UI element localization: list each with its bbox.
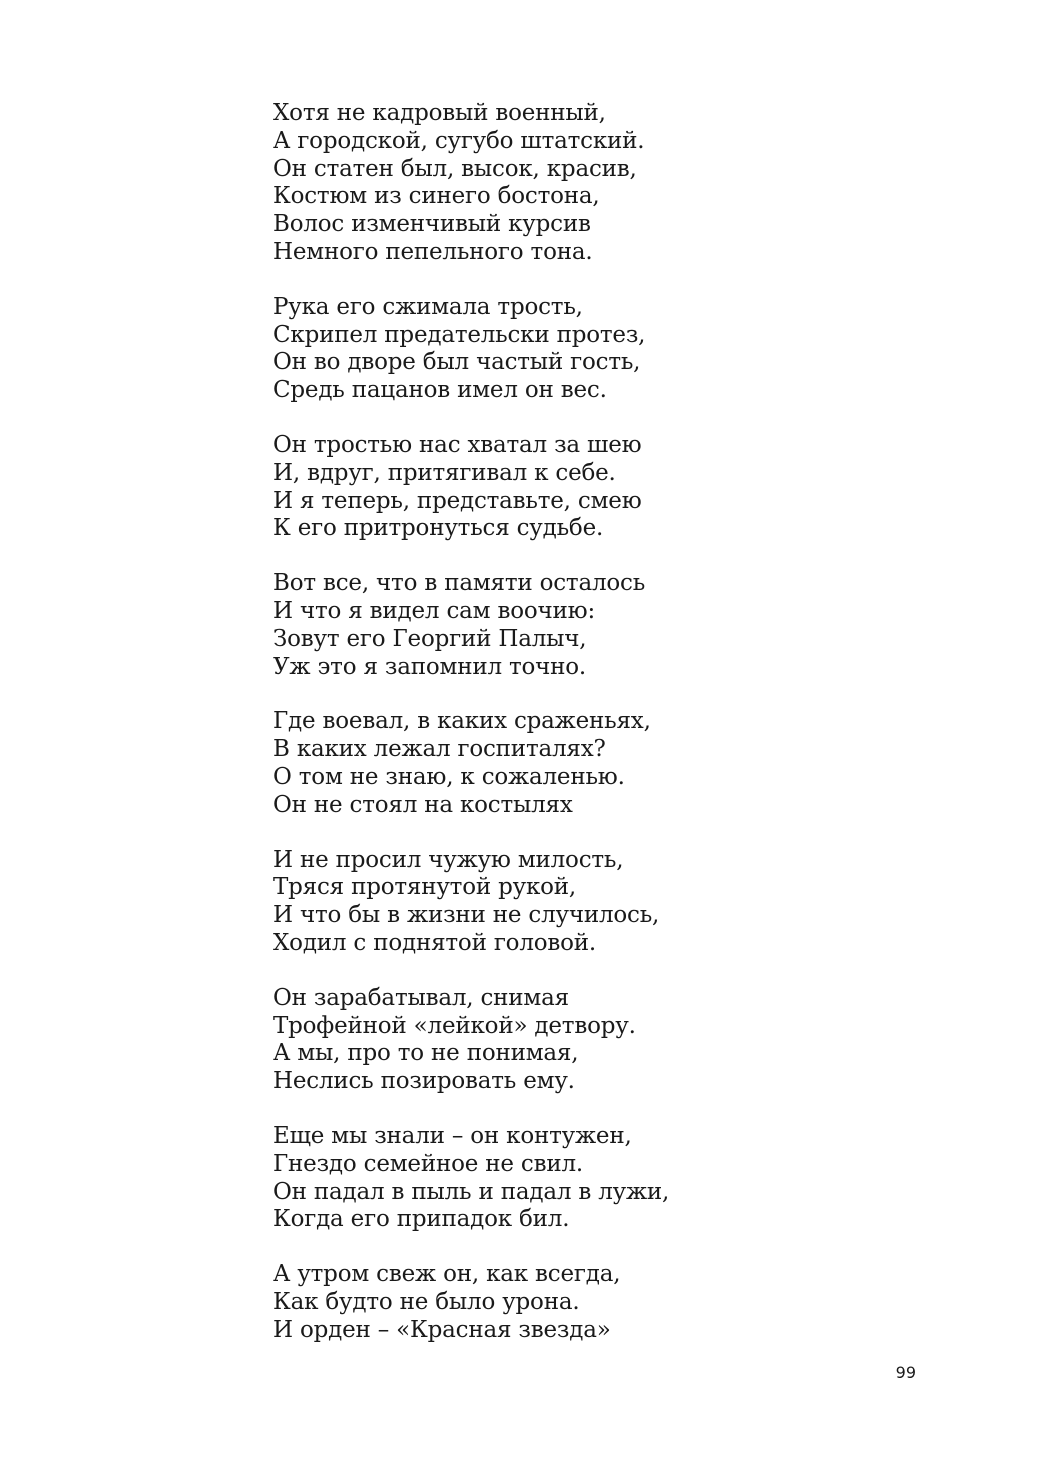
poem-line: Он тростью нас хватал за шею: [273, 431, 642, 458]
poem-line: Ходил с поднятой головой.: [273, 929, 597, 956]
poem-line: И что я видел сам воочию:: [273, 597, 595, 624]
poem-text: [273, 100, 973, 1371]
poem-line: Еще мы знали – он контужен,: [273, 1122, 632, 1149]
poem-line: К его притронуться судьбе.: [273, 515, 604, 542]
stanza: [273, 100, 973, 267]
poem-line: А утром свеж он, как всегда,: [273, 1261, 621, 1288]
poem-line: Тряся протянутой рукой,: [273, 874, 577, 901]
poem-line: Хотя не кадровый военный,: [273, 100, 606, 126]
stanza: [273, 294, 973, 405]
poem-line: И я теперь, представьте, смею: [273, 487, 642, 514]
poem-line: Трофейной «лейкой» детвору.: [273, 1012, 636, 1039]
poem-line: Средь пацанов имел он вес.: [273, 377, 607, 404]
poem-line: Немного пепельного тона.: [273, 238, 593, 265]
poem-line: Он зарабатывал, снимая: [273, 984, 569, 1011]
stanza: [273, 985, 973, 1096]
page-number: 99: [895, 1363, 916, 1382]
stanza: [273, 708, 973, 819]
poem-line: А городской, сугубо штатский.: [273, 127, 645, 154]
poem-line: И, вдруг, притягивал к себе.: [273, 459, 616, 486]
poem-line: Костюм из синего бостона,: [273, 183, 600, 210]
stanza: [273, 1261, 973, 1344]
poem-line: Гнездо семейное не свил.: [273, 1150, 583, 1177]
poem-line: Неслись позировать ему.: [273, 1068, 575, 1095]
poem-line: Волос изменчивый курсив: [273, 211, 591, 238]
poem-line: Когда его припадок бил.: [273, 1206, 570, 1233]
stanza: [273, 1123, 973, 1234]
poem-line: Зовут его Георгий Палыч,: [273, 625, 587, 652]
poem-line: Рука его сжимала трость,: [273, 293, 583, 320]
poem-line: Он статен был, высок, красив,: [273, 155, 637, 182]
stanza: [273, 432, 973, 543]
poem-line: Он не стоял на костылях: [273, 791, 573, 818]
poem-line: Вот все, что в памяти осталось: [273, 570, 646, 597]
poem-line: Он во дворе был частый гость,: [273, 349, 641, 376]
poem-line: И орден – «Красная звезда»: [273, 1316, 611, 1343]
poem-line: В каких лежал госпиталях?: [273, 736, 606, 763]
stanza: [273, 570, 973, 681]
poem-line: И что бы в жизни не случилось,: [273, 902, 660, 929]
stanza: [273, 847, 973, 958]
poem-line: Уж это я запомнил точно.: [273, 653, 587, 680]
poem-line: И не просил чужую милость,: [273, 846, 624, 873]
poem-line: О том не знаю, к сожаленью.: [273, 763, 625, 790]
poem-line: Как будто не было урона.: [273, 1288, 580, 1315]
poem-line: Где воевал, в каких сраженьях,: [273, 708, 651, 735]
poem-line: Он падал в пыль и падал в лужи,: [273, 1178, 670, 1205]
poem-line: А мы, про то не понимая,: [273, 1040, 579, 1067]
poem-line: Скрипел предательски протез,: [273, 321, 646, 348]
